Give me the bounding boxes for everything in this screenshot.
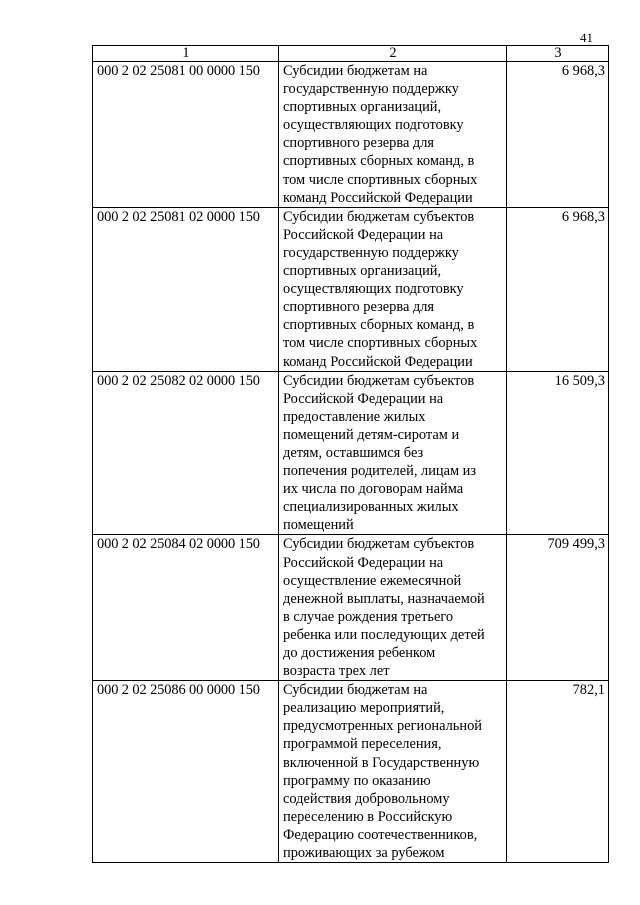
description-line: Федерацию соотечественников, — [283, 826, 478, 843]
column-header-code: 1 — [93, 46, 279, 62]
page-number: 41 — [580, 30, 593, 45]
table-row — [93, 62, 609, 208]
description-line: Российской Федерации на — [283, 554, 444, 571]
description-line: попечения родителей, лицам из — [283, 463, 477, 480]
description-cell — [279, 535, 507, 681]
description-line: проживающих за рубежом — [283, 845, 445, 862]
description-line: спортивных сборных команд, в — [283, 317, 475, 334]
description-line: реализацию мероприятий, — [283, 700, 445, 717]
description-line: спортивных организаций, — [283, 263, 442, 280]
table-header-row — [93, 46, 609, 62]
description-line: детям, оставшимся без — [283, 444, 424, 461]
description-line: специализированных жилых — [283, 499, 459, 516]
budget-code-cell: 000 2 02 25081 02 0000 150 — [93, 207, 279, 371]
description-line: возраста трех лет — [283, 663, 390, 680]
description-line: программой переселения, — [283, 736, 442, 753]
budget-table — [92, 45, 609, 863]
description-line: спортивных сборных команд, в — [283, 153, 475, 170]
description-line: Субсидии бюджетам субъектов — [283, 536, 475, 553]
description-line: спортивного резерва для — [283, 299, 435, 316]
description-line: спортивного резерва для — [283, 135, 435, 152]
description-cell — [279, 62, 507, 208]
description-line: том числе спортивных сборных — [283, 335, 478, 352]
budget-code-cell: 000 2 02 25086 00 0000 150 — [93, 681, 279, 863]
description-line: государственную поддержку — [283, 81, 459, 98]
table-row — [93, 371, 609, 535]
amount-cell: 16 509,3 — [507, 371, 609, 535]
description-cell — [279, 681, 507, 863]
description-line: содействия добровольному — [283, 790, 450, 807]
description-line: Субсидии бюджетам на — [283, 682, 428, 699]
amount-cell: 782,1 — [507, 681, 609, 863]
column-header-amount: 3 — [507, 46, 609, 62]
description-line: предоставление жилых — [283, 408, 426, 425]
description-line: Российской Федерации на — [283, 226, 444, 243]
table-body — [93, 62, 609, 863]
table-row — [93, 207, 609, 371]
description-line: до достижения ребенком — [283, 645, 436, 661]
description-line: Субсидии бюджетам субъектов — [283, 372, 475, 389]
budget-code-cell: 000 2 02 25081 00 0000 150 — [93, 62, 279, 208]
amount-cell: 6 968,3 — [507, 62, 609, 208]
description-line: переселению в Российскую — [283, 808, 453, 825]
amount-cell: 709 499,3 — [507, 535, 609, 681]
table-row — [93, 681, 609, 863]
description-line: денежной выплаты, назначаемой — [283, 590, 485, 607]
description-line: том числе спортивных сборных — [283, 171, 478, 188]
description-line: помещений — [283, 517, 354, 534]
description-line: ребенка или последующих детей — [283, 626, 485, 643]
amount-cell: 6 968,3 — [507, 207, 609, 371]
description-line: осуществляющих подготовку — [283, 117, 464, 134]
column-header-name: 2 — [279, 46, 507, 62]
description-line: спортивных организаций, — [283, 99, 442, 116]
description-line: включенной в Государственную — [283, 754, 480, 771]
description-line: команд Российской Федерации — [283, 353, 473, 370]
description-line: осуществление ежемесячной — [283, 572, 462, 589]
description-line: государственную поддержку — [283, 244, 459, 261]
description-line: Российской Федерации на — [283, 390, 444, 407]
budget-code-cell: 000 2 02 25082 02 0000 150 — [93, 371, 279, 535]
description-cell — [279, 207, 507, 371]
description-line: помещений детям-сиротам и — [283, 426, 460, 443]
budget-code-cell: 000 2 02 25084 02 0000 150 — [93, 535, 279, 681]
description-line: программу по оказанию — [283, 772, 431, 789]
description-line: Субсидии бюджетам на — [283, 63, 428, 79]
description-line: в случае рождения третьего — [283, 608, 454, 625]
description-line: команд Российской Федерации — [283, 189, 473, 206]
description-cell — [279, 371, 507, 535]
description-line: их числа по договорам найма — [283, 481, 464, 498]
description-line: предусмотренных региональной — [283, 718, 482, 735]
description-line: осуществляющих подготовку — [283, 281, 464, 298]
table-row — [93, 535, 609, 681]
description-line: Субсидии бюджетам субъектов — [283, 208, 475, 225]
